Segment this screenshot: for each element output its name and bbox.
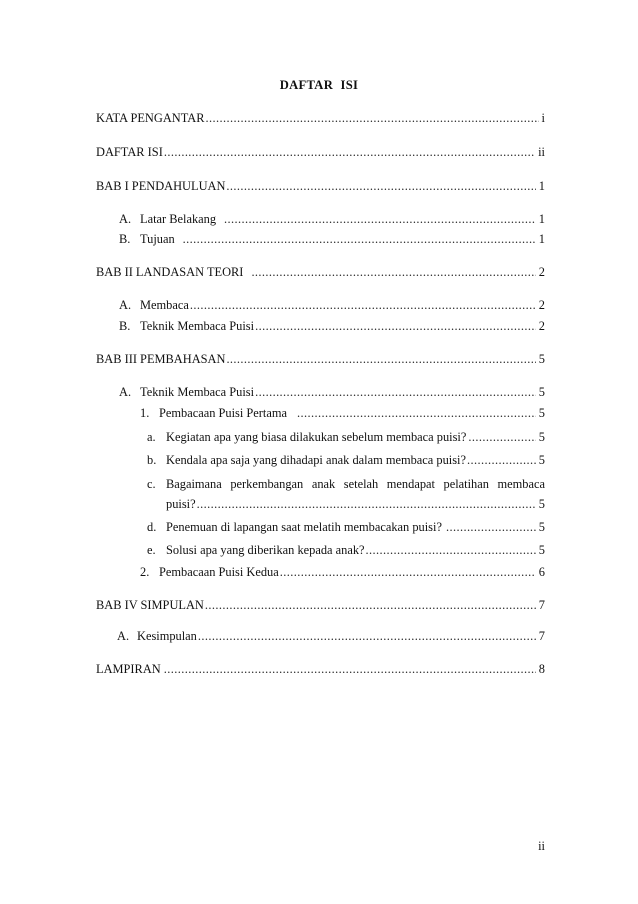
- dot-leader: [205, 596, 536, 614]
- toc-label: Teknik Membaca Puisi: [140, 385, 255, 399]
- toc-label: Pembacaan Puisi Kedua: [159, 565, 279, 579]
- toc-label: Pembacaan Puisi Pertama: [159, 406, 288, 420]
- dot-leader: [255, 383, 536, 401]
- toc-number: A.: [119, 385, 132, 399]
- toc-label: Membaca: [140, 298, 189, 312]
- toc-label: DAFTAR ISI: [96, 145, 163, 159]
- toc-entry-bab-3-a-1-d: [147, 518, 545, 536]
- toc-number: 1.: [140, 406, 150, 420]
- toc-label: Teknik Membaca Puisi: [140, 319, 255, 333]
- toc-number: B.: [119, 232, 131, 246]
- dot-leader: [366, 541, 536, 559]
- toc-entry-bab-3-a-1-c-continuation: [166, 495, 545, 513]
- toc-label: LAMPIRAN: [96, 662, 161, 676]
- toc-entry-bab-1-b: [119, 230, 545, 248]
- toc-page: 2: [538, 319, 545, 333]
- dot-leader: [297, 404, 536, 422]
- page-title: DAFTAR ISI: [279, 78, 359, 92]
- toc-page: 2: [538, 265, 545, 279]
- toc-label: Latar Belakang: [140, 212, 217, 226]
- dot-leader: [183, 230, 536, 248]
- toc-entry-bab-3-a-2: [140, 563, 545, 581]
- toc-label: Tujuan: [140, 232, 175, 246]
- toc-label: Penemuan di lapangan saat melatih membacakan puisi?: [166, 520, 442, 534]
- dot-leader: [467, 451, 536, 469]
- toc-page: 6: [538, 565, 545, 579]
- toc-entry-bab-1: [96, 177, 545, 195]
- page-number: ii: [538, 839, 545, 853]
- toc-page: i: [541, 111, 545, 125]
- toc-label: BAB IV SIMPULAN: [96, 598, 204, 612]
- toc-number: d.: [147, 520, 157, 534]
- toc-label: Kendala apa saja yang dihadapi anak dalam membaca puisi?: [166, 453, 467, 467]
- toc-entry-bab-4: [96, 596, 545, 614]
- toc-number: b.: [147, 453, 157, 467]
- toc-entry-bab-3-a-1-a: [147, 428, 545, 446]
- toc-entry-bab-3-a-1-c: [147, 475, 545, 493]
- toc-number: A.: [117, 629, 130, 643]
- toc-page: 1: [538, 232, 545, 246]
- toc-label: BAB I PENDAHULUAN: [96, 179, 226, 193]
- toc-entry-bab-3-a-1-e: [147, 541, 545, 559]
- toc-number: A.: [119, 212, 132, 226]
- toc-page: 5: [538, 497, 545, 511]
- dot-leader: [197, 495, 536, 513]
- dot-leader: [446, 518, 536, 536]
- toc-entry-bab-2: [96, 263, 545, 281]
- toc-number: a.: [147, 430, 156, 444]
- toc-page: 1: [538, 212, 545, 226]
- toc-label: Kesimpulan: [137, 629, 197, 643]
- toc-page: ii: [538, 145, 545, 159]
- dot-leader: [190, 296, 536, 314]
- dot-leader: [226, 350, 535, 368]
- toc-entry-bab-3: [96, 350, 545, 368]
- dot-leader: [280, 563, 536, 581]
- toc-entry-bab-3-a-1: [140, 404, 545, 422]
- toc-page: 7: [538, 629, 545, 643]
- dot-leader: [164, 660, 536, 678]
- toc-number: e.: [147, 543, 156, 557]
- toc-page: 5: [538, 385, 545, 399]
- toc-entry-bab-2-a: [119, 296, 545, 314]
- dot-leader: [164, 143, 535, 161]
- toc-label: Bagaimana perkembangan anak setelah mendapat pelatihan membaca: [166, 477, 545, 491]
- toc-label: puisi?: [166, 497, 196, 511]
- toc-page: 5: [538, 430, 545, 444]
- toc-number: B.: [119, 319, 131, 333]
- toc-page: 8: [538, 662, 545, 676]
- toc-label: KATA PENGANTAR: [96, 111, 205, 125]
- toc-page: 2: [538, 298, 545, 312]
- toc-entry-bab-3-a: [119, 383, 545, 401]
- toc-label: BAB III PEMBAHASAN: [96, 352, 226, 366]
- toc-entry-bab-4-a: [117, 627, 545, 645]
- dot-leader: [224, 210, 536, 228]
- dot-leader: [251, 263, 535, 281]
- toc-page: 5: [538, 520, 545, 534]
- toc-entry-lampiran: [96, 660, 545, 678]
- toc-page: 5: [538, 406, 545, 420]
- toc-entry-daftar-isi: [96, 143, 545, 161]
- toc-entry-bab-3-a-1-b: [147, 451, 545, 469]
- toc-entry-bab-1-a: [119, 210, 545, 228]
- toc-number: 2.: [140, 565, 150, 579]
- dot-leader: [226, 177, 535, 195]
- dot-leader: [255, 317, 536, 335]
- toc-label: BAB II LANDASAN TEORI: [96, 265, 244, 279]
- toc-entry-kata-pengantar: [96, 109, 545, 127]
- toc-page: 5: [538, 352, 545, 366]
- toc-page: 5: [538, 543, 545, 557]
- dot-leader: [206, 109, 539, 127]
- toc-entry-bab-2-b: [119, 317, 545, 335]
- dot-leader: [468, 428, 535, 446]
- toc-page: 7: [538, 598, 545, 612]
- toc-label: Kegiatan apa yang biasa dilakukan sebelum membaca puisi?: [166, 430, 467, 444]
- toc-number: c.: [147, 477, 156, 491]
- toc-label: Solusi apa yang diberikan kepada anak?: [166, 543, 365, 557]
- dot-leader: [198, 627, 536, 645]
- toc-number: A.: [119, 298, 132, 312]
- toc-page: 1: [538, 179, 545, 193]
- toc-page: 5: [538, 453, 545, 467]
